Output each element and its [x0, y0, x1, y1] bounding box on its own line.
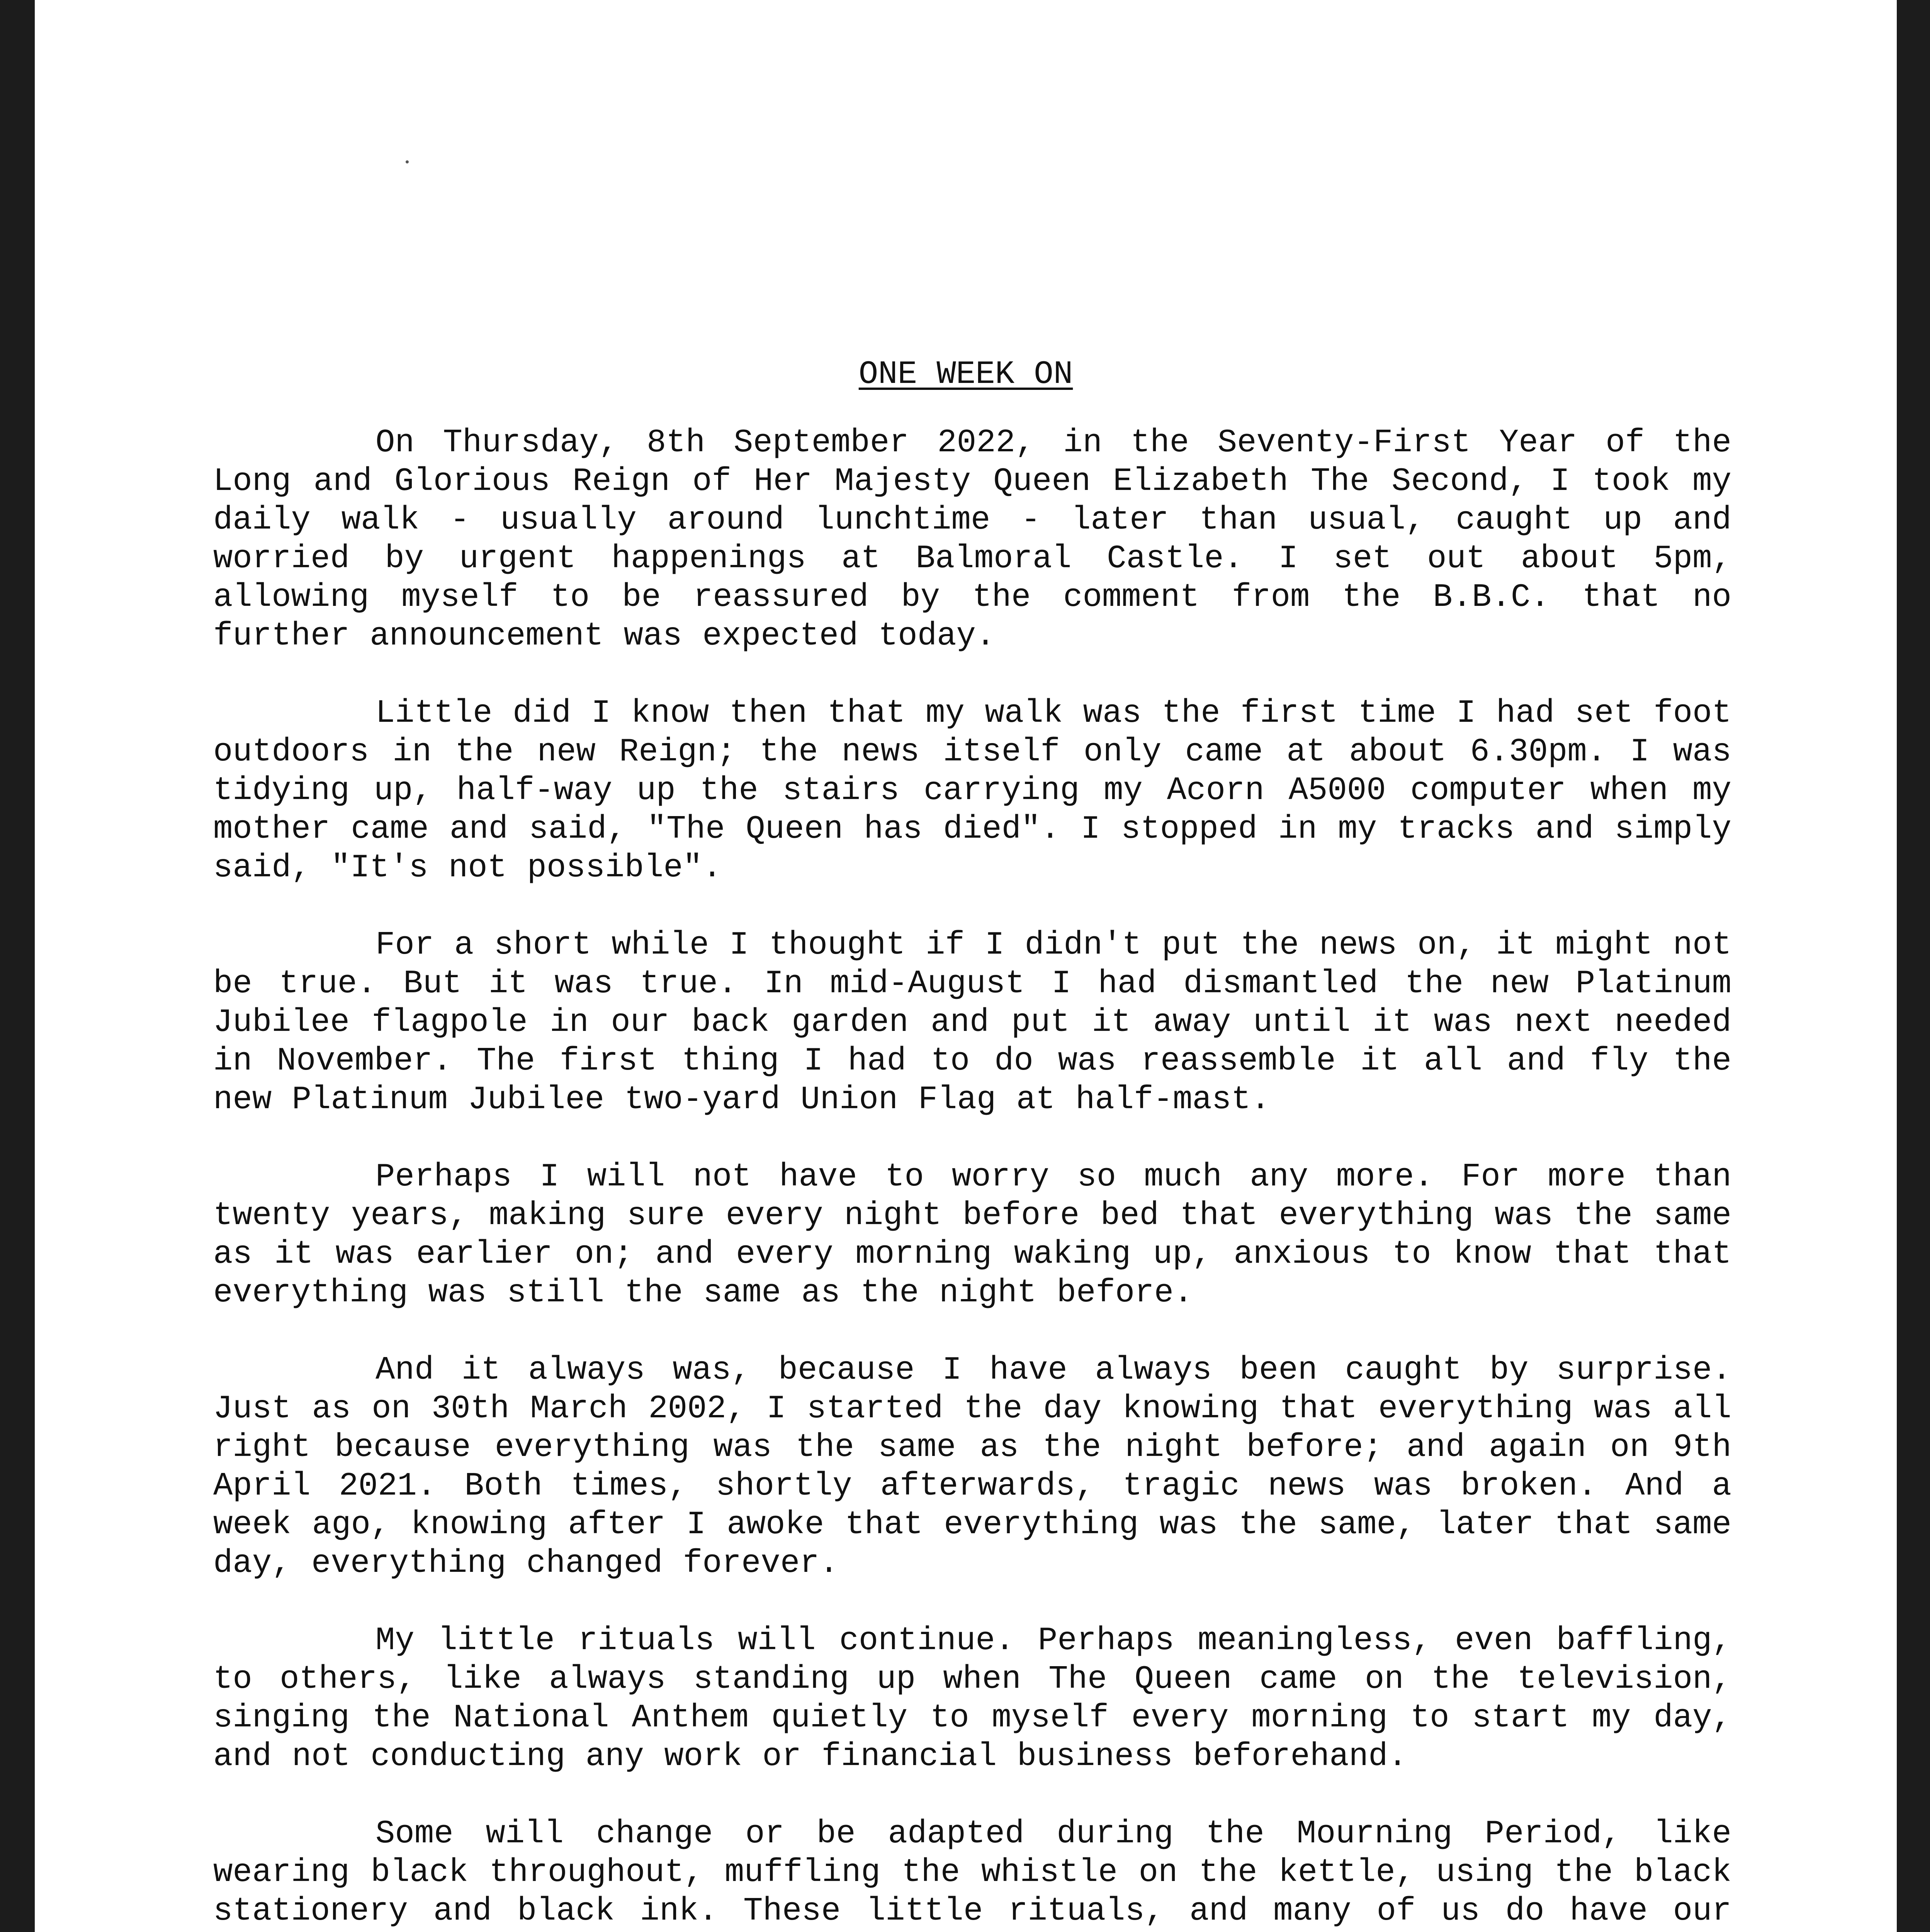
paragraph-2: Little did I know then that my walk was the first time I had set foot outdoors in the new Reign; the news itself only came at about 6.30pm. I was tidying up, half-way up the stairs carrying my Acorn A5000 computer when my mother came and said, "The Queen has died". I stopped in my tracks and simply said, "It's not possible".: [213, 695, 1731, 886]
document-page: [35, 0, 1897, 1932]
paragraph-4: Perhaps I will not have to worry so much any more. For more than twenty years, making sure every night before bed that everything was the same as it was earlier on; and every morning waking up, anxious to know that that everything was still the same as the night before.: [213, 1159, 1731, 1311]
document-title: ONE WEEK ON: [858, 356, 1073, 393]
paragraph-7: Some will change or be adapted during the Mourning Period, like wearing black throughout, muffling the whistle on the kettle, using the black stationery and black ink. These little rituals, and many of us do have our: [213, 1816, 1731, 1930]
scan-speck: [406, 160, 409, 163]
paragraph-1: On Thursday, 8th September 2022, in the Seventy-First Year of the Long and Glorious Reign of Her Majesty Queen Elizabeth The Second, I took my daily walk - usually around lunchtime - later than usual, caught up and worried by urgent happenings at Balmoral Castle. I set out about 5pm, allowing myself to be reassured by the comment from the B.B.C. that no further announcement was expected today.: [213, 425, 1731, 655]
document-body: [213, 424, 1731, 1932]
paragraph-3: For a short while I thought if I didn't put the news on, it might not be true. But it was true. In mid-August I had dismantled the new Platinum Jubilee flagpole in our back garden and put it away until it was next needed in November. The first thing I had to do was reassemble it all and fly the new Platinum Jubilee two-yard Union Flag at half-mast.: [213, 927, 1731, 1118]
paragraph-5: And it always was, because I have always been caught by surprise. Just as on 30th March 2002, I started the day knowing that everything was all right because everything was the same as the night before; and again on 9th April 2021. Both times, shortly afterwards, tragic news was broken. And a week ago, knowing after I awoke that everything was the same, later that same day, everything changed forever.: [213, 1352, 1731, 1582]
paragraph-6: My little rituals will continue. Perhaps meaningless, even baffling, to others, like always standing up when The Queen came on the television, singing the National Anthem quietly to myself every morning to start my day, and not conducting any work or financial business beforehand.: [213, 1622, 1731, 1775]
